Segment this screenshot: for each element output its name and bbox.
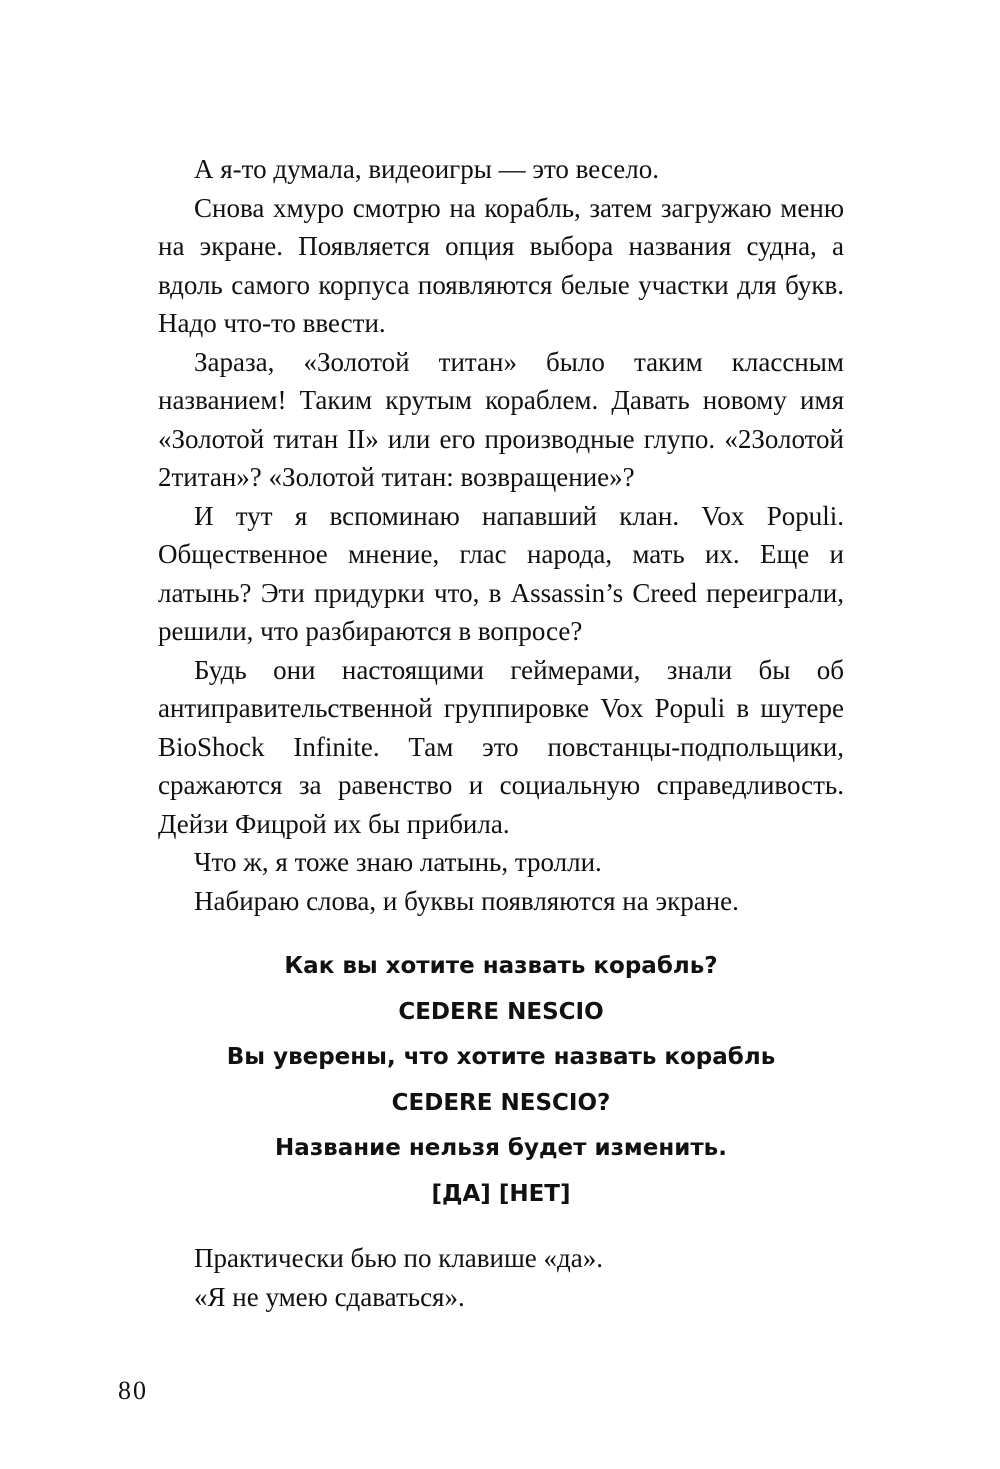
game-dialog [158,944,844,1217]
dialog-question: Как вы хотите назвать корабль? [284,953,718,979]
paragraph: Будь они настоящими геймерами, знали бы об антиправительственной группировке Vox Populi в шутере BioShock Infinite. Там это повстанцы-подпольщики, сражаются за равенство и социальную справедливость. Дейзи Фицрой их бы прибила. [158,654,844,839]
dialog-confirm-name: CEDERE NESCIO? [391,1089,611,1116]
page-text [158,150,844,1316]
page-number: 80 [118,1376,148,1405]
dialog-warning: Название нельзя будет изменить. [275,1135,727,1161]
paragraph: «Я не умею сдаваться». [194,1281,465,1312]
paragraph: Что ж, я тоже знаю латынь, тролли. [194,847,602,877]
paragraph: Зараза, «Золотой титан» было таким классным названием! Таким крутым кораблем. Давать новому имя «Золотой титан II» или его производные глупо. «2Золотой 2титан»? «Золотой титан: возвращение»? [158,346,844,492]
paragraph: А я-то думала, видеоигры — это весело. [194,154,659,184]
paragraph: Практически бью по клавише «да». [194,1243,603,1273]
dialog-ship-name: CEDERE NESCIO [398,998,604,1025]
paragraph: Набираю слова, и буквы появляются на экране. [194,885,739,916]
dialog-options: [ДА] [НЕТ] [431,1180,571,1207]
paragraph: И тут я вспоминаю напавший клан. Vox Populi. Общественное мнение, глас народа, мать их. Еще и латынь? Эти придурки что, в Assassin’s Creed переиграли, решили, что разбираются в вопросе? [158,500,844,646]
paragraph: Снова хмуро смотрю на корабль, затем загружаю меню на экране. Появляется опция выбора названия судна, а вдоль самого корпуса появляются белые участки для букв. Надо что-то ввести. [158,192,844,338]
dialog-confirm-question: Вы уверены, что хотите назвать корабль [226,1044,776,1070]
